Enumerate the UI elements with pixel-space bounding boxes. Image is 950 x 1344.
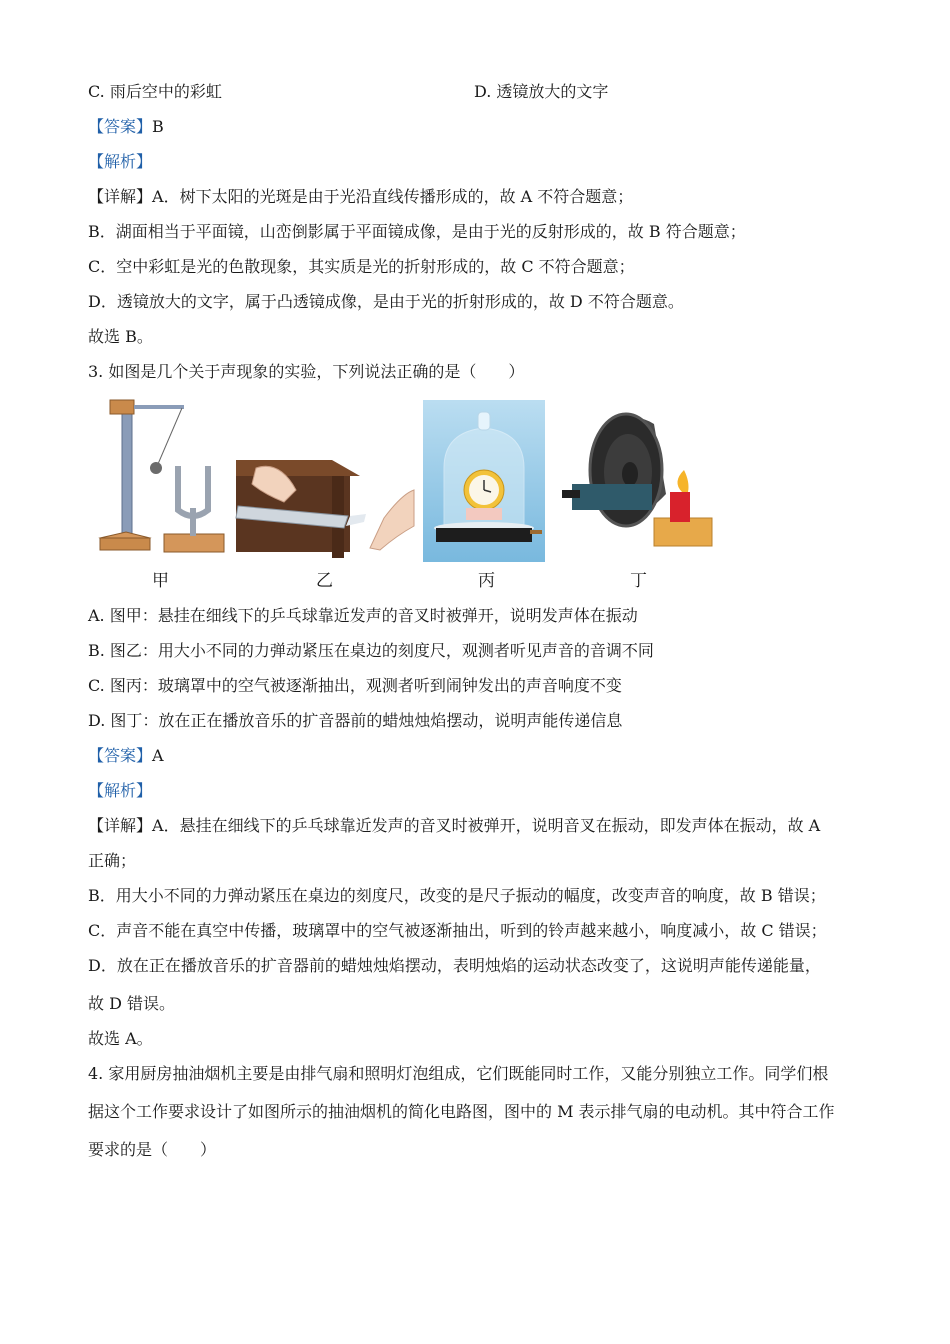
answer-value: B	[152, 117, 164, 136]
caption-yi: 乙	[316, 571, 333, 591]
q2-answer	[88, 117, 164, 137]
q3-detail-d1: D．放在正在播放音乐的扩音器前的蜡烛烛焰摆动，表明烛焰的运动状态改变了，这说明声能传递能量，	[88, 956, 821, 975]
detail-tag: 【详解】	[88, 187, 153, 206]
q3-conclusion: 故选 A。	[88, 1029, 153, 1048]
caption-bing: 丙	[478, 571, 495, 591]
bell-jar-clock-icon	[423, 400, 545, 562]
caption-ding: 丁	[630, 571, 647, 591]
detail-a1-text: A．悬挂在细线下的乒乓球靠近发声的音叉时被弹开，说明音叉在振动，即发声体在振动，故 A	[152, 816, 821, 835]
q3-option-d: D. 图丁：放在正在播放音乐的扩音器前的蜡烛烛焰摆动，说明声能传递信息	[88, 711, 623, 730]
q4-stem-line1: 4. 家用厨房抽油烟机主要是由排气扇和照明灯泡组成，它们既能同时工作，又能分别独立工作。同学们根	[88, 1064, 829, 1083]
q2-detail-c: C．空中彩虹是光的色散现象，其实质是光的折射形成的，故 C 不符合题意；	[88, 257, 635, 276]
q4-stem-line2: 据这个工作要求设计了如图所示的抽油烟机的简化电路图，图中的 M 表示排气扇的电动机。其中符合工作	[88, 1102, 835, 1121]
q4-stem-line3: 要求的是（ ）	[88, 1140, 217, 1159]
detail-a-text: A．树下太阳的光斑是由于光沿直线传播形成的，故 A 不符合题意；	[152, 187, 634, 206]
q3-answer	[88, 746, 164, 766]
q3-figure	[0, 398, 950, 590]
q2-detail-a	[88, 187, 633, 207]
detail-tag: 【详解】	[88, 816, 153, 835]
tuning-fork-pendulum-icon	[100, 400, 224, 552]
q2-detail-d: D．透镜放大的文字，属于凸透镜成像，是由于光的折射形成的，故 D 不符合题意。	[88, 292, 684, 311]
caption-jia: 甲	[152, 571, 169, 591]
q2-analysis-tag: 【解析】	[88, 152, 153, 171]
option-c-top: C. 雨后空中的彩虹	[88, 82, 222, 101]
answer-value: A	[152, 746, 164, 765]
q3-detail-d2: 故 D 错误。	[88, 994, 176, 1013]
ruler-table-icon	[236, 460, 414, 558]
q3-detail-a2: 正确；	[88, 851, 137, 870]
sound-experiments-illustration	[0, 398, 950, 590]
option-d-top: D. 透镜放大的文字	[474, 82, 609, 101]
q3-detail-b: B．用大小不同的力弹动紧压在桌边的刻度尺，改变的是尺子振动的幅度，改变声音的响度，故 B 错误；	[88, 886, 826, 905]
q3-option-c: C. 图丙：玻璃罩中的空气被逐渐抽出，观测者听到闹钟发出的声音响度不变	[88, 676, 622, 695]
q3-detail-a1	[88, 816, 820, 836]
q3-option-b: B. 图乙：用大小不同的力弹动紧压在桌边的刻度尺，观测者听见声音的音调不同	[88, 641, 654, 660]
answer-tag: 【答案】	[88, 746, 153, 765]
q3-option-a: A. 图甲：悬挂在细线下的乒乓球靠近发声的音叉时被弹开，说明发声体在振动	[88, 606, 638, 625]
q2-detail-b: B．湖面相当于平面镜，山峦倒影属于平面镜成像，是由于光的反射形成的，故 B 符合题意；	[88, 222, 746, 241]
speaker-candle-icon	[562, 414, 712, 546]
q2-conclusion: 故选 B。	[88, 327, 153, 346]
q3-detail-c: C．声音不能在真空中传播，玻璃罩中的空气被逐渐抽出，听到的铃声越来越小，响度减小，故 C 错误；	[88, 921, 827, 940]
q3-analysis-tag: 【解析】	[88, 781, 153, 800]
answer-tag: 【答案】	[88, 117, 153, 136]
q3-stem: 3. 如图是几个关于声现象的实验，下列说法正确的是（ ）	[88, 362, 525, 381]
